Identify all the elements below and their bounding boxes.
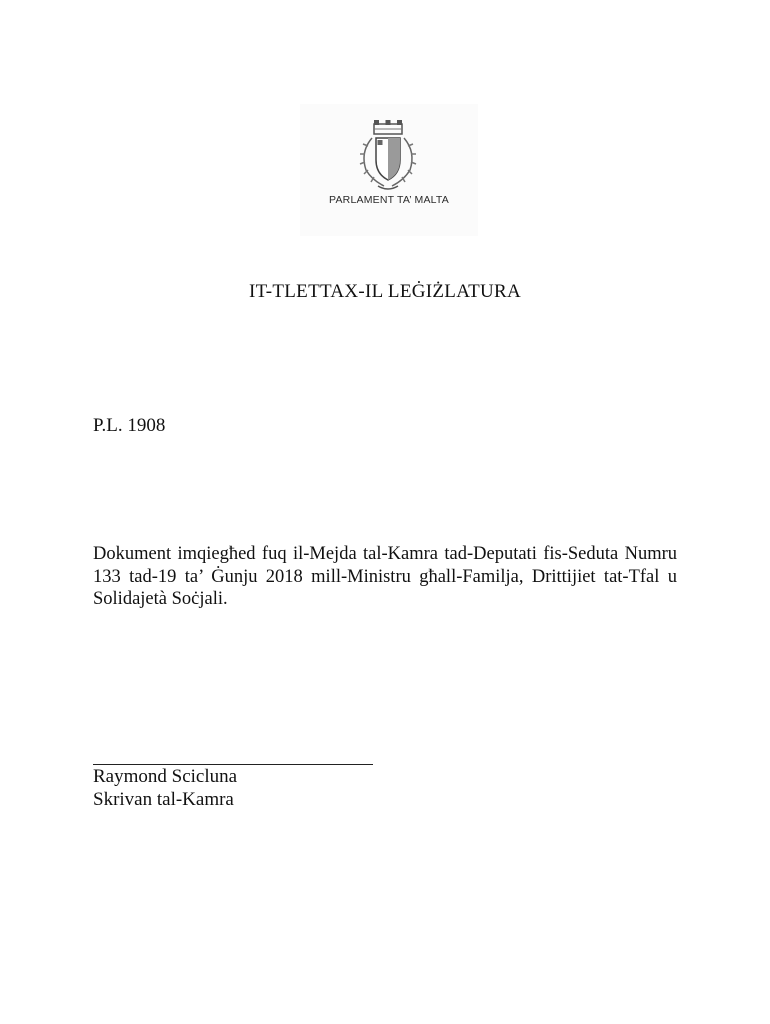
document-body: Dokument imqiegħed fuq il-Mejda tal-Kamra tad-Deputati fis-Seduta Numru 133 tad-19 ta’ Ġunju 2018 mill-Ministru għall-Familja, Drittijiet tat-Tfal u Solidajetà Soċjali. <box>93 544 677 609</box>
emblem-caption: PARLAMENT TA’ MALTA <box>329 194 449 206</box>
parliament-emblem <box>300 104 478 236</box>
legislature-heading: IT-TLETTAX-IL LEĠIŻLATURA <box>248 281 522 302</box>
signature-line <box>93 764 373 765</box>
coat-of-arms-icon <box>352 118 424 194</box>
signatory-name: Raymond Scicluna <box>93 766 238 787</box>
signatory-title: Skrivan tal-Kamra <box>93 789 234 810</box>
document-reference: P.L. 1908 <box>93 415 166 436</box>
